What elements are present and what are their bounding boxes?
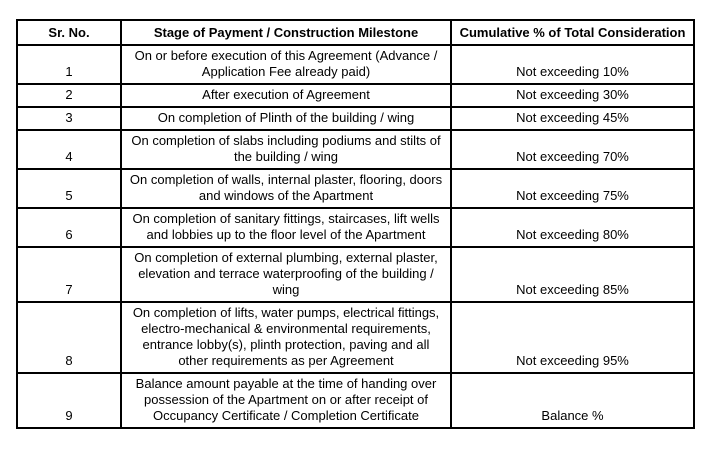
header-sr-no: Sr. No. <box>17 20 121 45</box>
milestone-cell: On completion of walls, internal plaster, flooring, doors and windows of the Apartment <box>121 169 451 208</box>
milestone-cell: On completion of Plinth of the building / wing <box>121 107 451 130</box>
header-row <box>17 20 694 45</box>
sr-no-cell: 8 <box>17 302 121 373</box>
table-row <box>17 208 694 247</box>
sr-no-cell: 5 <box>17 169 121 208</box>
cumulative-cell: Balance % <box>451 373 694 428</box>
cumulative-cell: Not exceeding 10% <box>451 45 694 84</box>
milestone-cell: On or before execution of this Agreement (Advance / Application Fee already paid) <box>121 45 451 84</box>
table-row <box>17 169 694 208</box>
table-body <box>17 45 694 428</box>
sr-no-cell: 6 <box>17 208 121 247</box>
milestone-cell: On completion of lifts, water pumps, electrical fittings, electro-mechanical & environmental requirements, entrance lobby(s), plinth protection, paving and all other requirements as per Agreement <box>121 302 451 373</box>
milestone-cell: On completion of sanitary fittings, staircases, lift wells and lobbies up to the floor level of the Apartment <box>121 208 451 247</box>
sr-no-cell: 4 <box>17 130 121 169</box>
milestone-cell: After execution of Agreement <box>121 84 451 107</box>
sr-no-cell: 2 <box>17 84 121 107</box>
cumulative-cell: Not exceeding 75% <box>451 169 694 208</box>
payment-schedule-table <box>16 19 695 429</box>
sr-no-cell: 9 <box>17 373 121 428</box>
cumulative-cell: Not exceeding 85% <box>451 247 694 302</box>
cumulative-cell: Not exceeding 45% <box>451 107 694 130</box>
milestone-cell: On completion of external plumbing, external plaster, elevation and terrace waterproofing of the building / wing <box>121 247 451 302</box>
header-cumulative: Cumulative % of Total Consideration <box>451 20 694 45</box>
milestone-cell: Balance amount payable at the time of handing over possession of the Apartment on or after receipt of Occupancy Certificate / Completion Certificate <box>121 373 451 428</box>
cumulative-cell: Not exceeding 30% <box>451 84 694 107</box>
table-row <box>17 84 694 107</box>
table-row <box>17 247 694 302</box>
table-row <box>17 45 694 84</box>
milestone-cell: On completion of slabs including podiums and stilts of the building / wing <box>121 130 451 169</box>
cumulative-cell: Not exceeding 70% <box>451 130 694 169</box>
sr-no-cell: 7 <box>17 247 121 302</box>
sr-no-cell: 1 <box>17 45 121 84</box>
cumulative-cell: Not exceeding 80% <box>451 208 694 247</box>
table-row <box>17 302 694 373</box>
table-row <box>17 373 694 428</box>
sr-no-cell: 3 <box>17 107 121 130</box>
table-row <box>17 130 694 169</box>
table-row <box>17 107 694 130</box>
cumulative-cell: Not exceeding 95% <box>451 302 694 373</box>
header-milestone: Stage of Payment / Construction Milestone <box>121 20 451 45</box>
